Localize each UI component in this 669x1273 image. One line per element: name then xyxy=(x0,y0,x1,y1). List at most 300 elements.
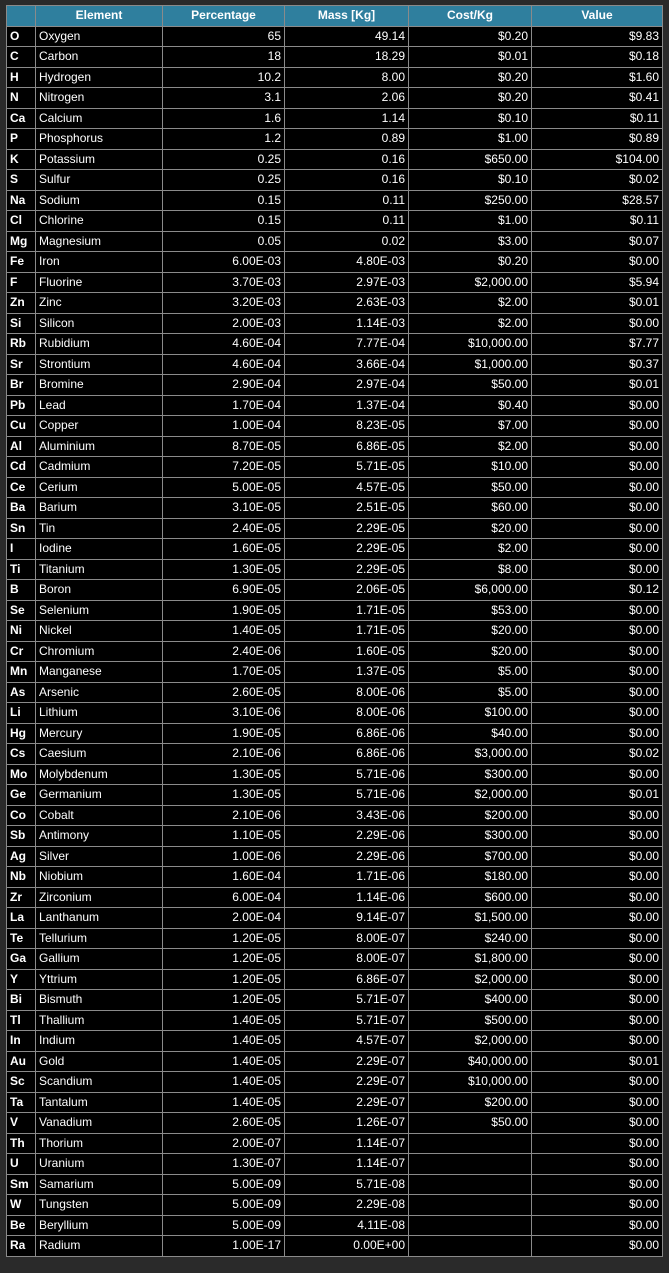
table-row xyxy=(7,928,663,949)
symbol-cell: Fe xyxy=(7,252,36,273)
symbol-cell: Ga xyxy=(7,949,36,970)
element-name-cell: Hydrogen xyxy=(36,67,163,88)
value-cell: $0.00 xyxy=(532,436,663,457)
table-row xyxy=(7,354,663,375)
table-row xyxy=(7,457,663,478)
element-name-cell: Vanadium xyxy=(36,1113,163,1134)
symbol-cell: U xyxy=(7,1154,36,1175)
element-name-cell: Silver xyxy=(36,846,163,867)
value-cell: $0.00 xyxy=(532,1215,663,1236)
cost-per-kg-cell: $1,000.00 xyxy=(409,354,532,375)
percentage-cell: 5.00E-09 xyxy=(163,1174,285,1195)
symbol-cell: N xyxy=(7,88,36,109)
mass-cell: 7.77E-04 xyxy=(285,334,409,355)
symbol-cell: Be xyxy=(7,1215,36,1236)
value-cell: $0.00 xyxy=(532,1174,663,1195)
element-name-cell: Bromine xyxy=(36,375,163,396)
symbol-cell: W xyxy=(7,1195,36,1216)
value-cell: $0.00 xyxy=(532,1031,663,1052)
symbol-cell: Co xyxy=(7,805,36,826)
value-cell: $7.77 xyxy=(532,334,663,355)
percentage-cell: 18 xyxy=(163,47,285,68)
value-cell: $5.94 xyxy=(532,272,663,293)
table-row xyxy=(7,559,663,580)
table-row xyxy=(7,539,663,560)
value-cell: $0.00 xyxy=(532,477,663,498)
table-row xyxy=(7,170,663,191)
symbol-cell: Hg xyxy=(7,723,36,744)
element-name-cell: Thallium xyxy=(36,1010,163,1031)
value-cell: $0.00 xyxy=(532,867,663,888)
table-row xyxy=(7,211,663,232)
table-row xyxy=(7,293,663,314)
value-cell: $0.02 xyxy=(532,744,663,765)
cost-per-kg-cell: $0.20 xyxy=(409,88,532,109)
cost-per-kg-cell: $650.00 xyxy=(409,149,532,170)
element-name-cell: Copper xyxy=(36,416,163,437)
table-row xyxy=(7,129,663,150)
symbol-cell: In xyxy=(7,1031,36,1052)
symbol-cell: Pb xyxy=(7,395,36,416)
mass-cell: 2.29E-06 xyxy=(285,846,409,867)
element-name-cell: Radium xyxy=(36,1236,163,1257)
percentage-cell: 1.20E-05 xyxy=(163,990,285,1011)
percentage-cell: 1.00E-17 xyxy=(163,1236,285,1257)
element-name-cell: Lead xyxy=(36,395,163,416)
cost-per-kg-cell: $2.00 xyxy=(409,313,532,334)
element-name-cell: Mercury xyxy=(36,723,163,744)
element-name-cell: Silicon xyxy=(36,313,163,334)
table-row xyxy=(7,641,663,662)
percentage-cell: 3.10E-05 xyxy=(163,498,285,519)
percentage-cell: 2.00E-03 xyxy=(163,313,285,334)
value-cell: $0.41 xyxy=(532,88,663,109)
cost-per-kg-cell: $40.00 xyxy=(409,723,532,744)
percentage-cell: 1.90E-05 xyxy=(163,723,285,744)
table-row xyxy=(7,149,663,170)
percentage-cell: 5.00E-09 xyxy=(163,1195,285,1216)
percentage-cell: 1.40E-05 xyxy=(163,621,285,642)
cost-per-kg-cell: $7.00 xyxy=(409,416,532,437)
mass-cell: 5.71E-08 xyxy=(285,1174,409,1195)
value-cell: $0.00 xyxy=(532,990,663,1011)
symbol-cell: Mg xyxy=(7,231,36,252)
mass-cell: 4.57E-05 xyxy=(285,477,409,498)
table-row xyxy=(7,785,663,806)
element-name-cell: Titanium xyxy=(36,559,163,580)
element-name-cell: Gold xyxy=(36,1051,163,1072)
mass-cell: 1.71E-05 xyxy=(285,621,409,642)
percentage-cell: 1.70E-05 xyxy=(163,662,285,683)
value-cell: $0.00 xyxy=(532,1113,663,1134)
symbol-cell: Th xyxy=(7,1133,36,1154)
cost-per-kg-cell: $2.00 xyxy=(409,436,532,457)
symbol-cell: Li xyxy=(7,703,36,724)
element-name-cell: Chlorine xyxy=(36,211,163,232)
value-cell: $0.00 xyxy=(532,703,663,724)
mass-cell: 0.16 xyxy=(285,170,409,191)
value-cell: $104.00 xyxy=(532,149,663,170)
table-row xyxy=(7,477,663,498)
symbol-cell: Mn xyxy=(7,662,36,683)
element-name-cell: Lanthanum xyxy=(36,908,163,929)
percentage-cell: 1.30E-05 xyxy=(163,785,285,806)
value-cell: $0.01 xyxy=(532,1051,663,1072)
value-cell: $0.00 xyxy=(532,539,663,560)
mass-cell: 1.71E-05 xyxy=(285,600,409,621)
percentage-cell: 1.30E-07 xyxy=(163,1154,285,1175)
percentage-cell: 4.60E-04 xyxy=(163,334,285,355)
value-cell: $0.02 xyxy=(532,170,663,191)
cost-per-kg-cell: $2.00 xyxy=(409,539,532,560)
cost-per-kg-cell: $0.40 xyxy=(409,395,532,416)
symbol-cell: Au xyxy=(7,1051,36,1072)
percentage-cell: 1.40E-05 xyxy=(163,1051,285,1072)
mass-cell: 2.29E-06 xyxy=(285,826,409,847)
table-row xyxy=(7,826,663,847)
mass-cell: 4.80E-03 xyxy=(285,252,409,273)
element-name-cell: Boron xyxy=(36,580,163,601)
percentage-cell: 2.40E-05 xyxy=(163,518,285,539)
cost-per-kg-cell: $6,000.00 xyxy=(409,580,532,601)
element-name-cell: Iron xyxy=(36,252,163,273)
cost-per-kg-cell: $240.00 xyxy=(409,928,532,949)
mass-cell: 6.86E-05 xyxy=(285,436,409,457)
symbol-cell: Zn xyxy=(7,293,36,314)
value-cell: $0.00 xyxy=(532,723,663,744)
mass-cell: 5.71E-06 xyxy=(285,785,409,806)
table-row xyxy=(7,416,663,437)
percentage-cell: 6.90E-05 xyxy=(163,580,285,601)
percentage-cell: 6.00E-03 xyxy=(163,252,285,273)
table-row xyxy=(7,47,663,68)
symbol-cell: K xyxy=(7,149,36,170)
element-name-cell: Sodium xyxy=(36,190,163,211)
mass-cell: 6.86E-06 xyxy=(285,723,409,744)
percentage-cell: 1.90E-05 xyxy=(163,600,285,621)
cost-per-kg-cell: $2,000.00 xyxy=(409,969,532,990)
table-row xyxy=(7,108,663,129)
value-cell: $0.00 xyxy=(532,1195,663,1216)
element-name-cell: Molybdenum xyxy=(36,764,163,785)
table-row xyxy=(7,1092,663,1113)
table-row xyxy=(7,600,663,621)
cost-per-kg-cell: $20.00 xyxy=(409,641,532,662)
mass-cell: 0.16 xyxy=(285,149,409,170)
element-name-cell: Nickel xyxy=(36,621,163,642)
table-row xyxy=(7,313,663,334)
symbol-cell: Cu xyxy=(7,416,36,437)
symbol-cell: Sm xyxy=(7,1174,36,1195)
value-cell: $0.00 xyxy=(532,621,663,642)
mass-cell: 1.71E-06 xyxy=(285,867,409,888)
mass-cell: 0.00E+00 xyxy=(285,1236,409,1257)
table-row xyxy=(7,1010,663,1031)
value-cell: $0.00 xyxy=(532,1092,663,1113)
symbol-cell: C xyxy=(7,47,36,68)
percentage-cell: 8.70E-05 xyxy=(163,436,285,457)
table-row xyxy=(7,662,663,683)
symbol-cell: Al xyxy=(7,436,36,457)
percentage-cell: 1.40E-05 xyxy=(163,1031,285,1052)
element-name-cell: Barium xyxy=(36,498,163,519)
mass-cell: 1.26E-07 xyxy=(285,1113,409,1134)
value-cell: $0.01 xyxy=(532,293,663,314)
element-name-cell: Zinc xyxy=(36,293,163,314)
table-row xyxy=(7,805,663,826)
table-row xyxy=(7,88,663,109)
percentage-cell: 1.10E-05 xyxy=(163,826,285,847)
percentage-cell: 5.00E-09 xyxy=(163,1215,285,1236)
value-cell: $0.00 xyxy=(532,641,663,662)
percentage-cell: 2.60E-05 xyxy=(163,682,285,703)
cost-per-kg-cell xyxy=(409,1133,532,1154)
cost-per-kg-cell: $180.00 xyxy=(409,867,532,888)
symbol-cell: Ba xyxy=(7,498,36,519)
table-row xyxy=(7,1215,663,1236)
value-cell: $0.00 xyxy=(532,928,663,949)
mass-cell: 2.29E-08 xyxy=(285,1195,409,1216)
cost-per-kg-cell: $53.00 xyxy=(409,600,532,621)
cost-per-kg-cell: $2,000.00 xyxy=(409,272,532,293)
table-row xyxy=(7,1031,663,1052)
cost-per-kg-cell: $300.00 xyxy=(409,826,532,847)
element-name-cell: Bismuth xyxy=(36,990,163,1011)
element-name-cell: Sulfur xyxy=(36,170,163,191)
element-name-cell: Scandium xyxy=(36,1072,163,1093)
element-name-cell: Samarium xyxy=(36,1174,163,1195)
element-name-cell: Iodine xyxy=(36,539,163,560)
cost-per-kg-cell: $50.00 xyxy=(409,477,532,498)
percentage-cell: 1.40E-05 xyxy=(163,1092,285,1113)
element-name-cell: Rubidium xyxy=(36,334,163,355)
table-row xyxy=(7,867,663,888)
table-row xyxy=(7,26,663,47)
percentage-cell: 7.20E-05 xyxy=(163,457,285,478)
cost-per-kg-cell: $0.10 xyxy=(409,108,532,129)
symbol-cell: Ce xyxy=(7,477,36,498)
symbol-cell: Sc xyxy=(7,1072,36,1093)
table-row xyxy=(7,990,663,1011)
value-cell: $28.57 xyxy=(532,190,663,211)
mass-cell: 0.02 xyxy=(285,231,409,252)
cost-per-kg-cell: $40,000.00 xyxy=(409,1051,532,1072)
element-name-cell: Thorium xyxy=(36,1133,163,1154)
value-cell: $0.11 xyxy=(532,211,663,232)
mass-cell: 2.29E-05 xyxy=(285,559,409,580)
value-cell: $0.00 xyxy=(532,1236,663,1257)
value-cell: $0.00 xyxy=(532,1133,663,1154)
mass-cell: 5.71E-05 xyxy=(285,457,409,478)
symbol-cell: Ge xyxy=(7,785,36,806)
mass-cell: 2.06E-05 xyxy=(285,580,409,601)
symbol-cell: Sn xyxy=(7,518,36,539)
table-row xyxy=(7,375,663,396)
symbol-cell: Sb xyxy=(7,826,36,847)
cost-per-kg-cell: $8.00 xyxy=(409,559,532,580)
value-cell: $0.00 xyxy=(532,416,663,437)
table-row xyxy=(7,1072,663,1093)
mass-cell: 1.37E-05 xyxy=(285,662,409,683)
value-cell: $0.00 xyxy=(532,764,663,785)
mass-cell: 2.06 xyxy=(285,88,409,109)
percentage-cell: 3.20E-03 xyxy=(163,293,285,314)
table-row xyxy=(7,518,663,539)
symbol-cell: H xyxy=(7,67,36,88)
percentage-cell: 2.00E-07 xyxy=(163,1133,285,1154)
element-name-cell: Potassium xyxy=(36,149,163,170)
cost-per-kg-cell: $2.00 xyxy=(409,293,532,314)
value-cell: $0.00 xyxy=(532,1072,663,1093)
percentage-cell: 0.25 xyxy=(163,149,285,170)
cost-per-kg-cell: $3,000.00 xyxy=(409,744,532,765)
value-cell: $0.00 xyxy=(532,498,663,519)
symbol-cell: Mo xyxy=(7,764,36,785)
value-cell: $0.00 xyxy=(532,395,663,416)
percentage-cell: 1.70E-04 xyxy=(163,395,285,416)
element-name-cell: Tungsten xyxy=(36,1195,163,1216)
percentage-cell: 2.00E-04 xyxy=(163,908,285,929)
value-cell: $0.00 xyxy=(532,969,663,990)
mass-cell: 8.00E-06 xyxy=(285,682,409,703)
mass-cell: 1.60E-05 xyxy=(285,641,409,662)
symbol-cell: La xyxy=(7,908,36,929)
value-cell: $0.18 xyxy=(532,47,663,68)
symbol-cell: Rb xyxy=(7,334,36,355)
percentage-cell: 1.60E-05 xyxy=(163,539,285,560)
element-name-cell: Uranium xyxy=(36,1154,163,1175)
table-row xyxy=(7,744,663,765)
symbol-cell: F xyxy=(7,272,36,293)
symbol-cell: Te xyxy=(7,928,36,949)
percentage-cell: 2.60E-05 xyxy=(163,1113,285,1134)
element-name-cell: Cerium xyxy=(36,477,163,498)
mass-cell: 2.97E-03 xyxy=(285,272,409,293)
header-row xyxy=(7,6,663,27)
mass-cell: 18.29 xyxy=(285,47,409,68)
value-cell: $0.89 xyxy=(532,129,663,150)
symbol-cell: Ca xyxy=(7,108,36,129)
element-name-cell: Tin xyxy=(36,518,163,539)
table-row xyxy=(7,395,663,416)
percentage-cell: 1.00E-04 xyxy=(163,416,285,437)
element-name-cell: Manganese xyxy=(36,662,163,683)
cost-per-kg-cell: $10,000.00 xyxy=(409,1072,532,1093)
header-percentage: Percentage xyxy=(163,6,285,27)
element-name-cell: Beryllium xyxy=(36,1215,163,1236)
table-row xyxy=(7,1133,663,1154)
table-row xyxy=(7,1195,663,1216)
cost-per-kg-cell: $1,800.00 xyxy=(409,949,532,970)
symbol-cell: Ra xyxy=(7,1236,36,1257)
header-cost-per-kg: Cost/Kg xyxy=(409,6,532,27)
mass-cell: 8.00E-07 xyxy=(285,949,409,970)
table-row xyxy=(7,436,663,457)
percentage-cell: 4.60E-04 xyxy=(163,354,285,375)
mass-cell: 2.29E-07 xyxy=(285,1092,409,1113)
symbol-cell: S xyxy=(7,170,36,191)
cost-per-kg-cell: $0.10 xyxy=(409,170,532,191)
percentage-cell: 2.10E-06 xyxy=(163,744,285,765)
cost-per-kg-cell: $1.00 xyxy=(409,211,532,232)
cost-per-kg-cell: $250.00 xyxy=(409,190,532,211)
table-row xyxy=(7,231,663,252)
cost-per-kg-cell: $10,000.00 xyxy=(409,334,532,355)
symbol-cell: Sr xyxy=(7,354,36,375)
value-cell: $0.00 xyxy=(532,887,663,908)
percentage-cell: 1.00E-06 xyxy=(163,846,285,867)
symbol-cell: Cd xyxy=(7,457,36,478)
symbol-cell: P xyxy=(7,129,36,150)
percentage-cell: 1.60E-04 xyxy=(163,867,285,888)
cost-per-kg-cell: $0.20 xyxy=(409,26,532,47)
element-name-cell: Cadmium xyxy=(36,457,163,478)
cost-per-kg-cell: $2,000.00 xyxy=(409,785,532,806)
value-cell: $0.01 xyxy=(532,785,663,806)
element-name-cell: Strontium xyxy=(36,354,163,375)
value-cell: $0.00 xyxy=(532,805,663,826)
value-cell: $0.11 xyxy=(532,108,663,129)
mass-cell: 1.14E-03 xyxy=(285,313,409,334)
value-cell: $0.00 xyxy=(532,908,663,929)
element-name-cell: Magnesium xyxy=(36,231,163,252)
percentage-cell: 1.30E-05 xyxy=(163,559,285,580)
symbol-cell: Bi xyxy=(7,990,36,1011)
header-value: Value xyxy=(532,6,663,27)
cost-per-kg-cell: $10.00 xyxy=(409,457,532,478)
percentage-cell: 1.6 xyxy=(163,108,285,129)
element-name-cell: Yttrium xyxy=(36,969,163,990)
value-cell: $0.00 xyxy=(532,662,663,683)
percentage-cell: 1.20E-05 xyxy=(163,969,285,990)
symbol-cell: Tl xyxy=(7,1010,36,1031)
table-row xyxy=(7,498,663,519)
percentage-cell: 65 xyxy=(163,26,285,47)
percentage-cell: 5.00E-05 xyxy=(163,477,285,498)
mass-cell: 2.29E-05 xyxy=(285,518,409,539)
element-name-cell: Phosphorus xyxy=(36,129,163,150)
table-row xyxy=(7,682,663,703)
element-name-cell: Lithium xyxy=(36,703,163,724)
cost-per-kg-cell xyxy=(409,1174,532,1195)
percentage-cell: 6.00E-04 xyxy=(163,887,285,908)
value-cell: $0.00 xyxy=(532,313,663,334)
symbol-cell: Cr xyxy=(7,641,36,662)
symbol-cell: Y xyxy=(7,969,36,990)
percentage-cell: 0.15 xyxy=(163,211,285,232)
symbol-cell: I xyxy=(7,539,36,560)
percentage-cell: 3.70E-03 xyxy=(163,272,285,293)
table-row xyxy=(7,334,663,355)
symbol-cell: V xyxy=(7,1113,36,1134)
header-symbol xyxy=(7,6,36,27)
percentage-cell: 0.15 xyxy=(163,190,285,211)
table-row xyxy=(7,272,663,293)
mass-cell: 2.29E-07 xyxy=(285,1072,409,1093)
element-name-cell: Antimony xyxy=(36,826,163,847)
mass-cell: 1.14E-06 xyxy=(285,887,409,908)
mass-cell: 5.71E-07 xyxy=(285,990,409,1011)
cost-per-kg-cell: $2,000.00 xyxy=(409,1031,532,1052)
mass-cell: 1.14E-07 xyxy=(285,1154,409,1175)
value-cell: $0.00 xyxy=(532,826,663,847)
cost-per-kg-cell: $50.00 xyxy=(409,375,532,396)
value-cell: $0.07 xyxy=(532,231,663,252)
percentage-cell: 1.40E-05 xyxy=(163,1010,285,1031)
value-cell: $0.00 xyxy=(532,559,663,580)
cost-per-kg-cell: $60.00 xyxy=(409,498,532,519)
header-mass: Mass [Kg] xyxy=(285,6,409,27)
